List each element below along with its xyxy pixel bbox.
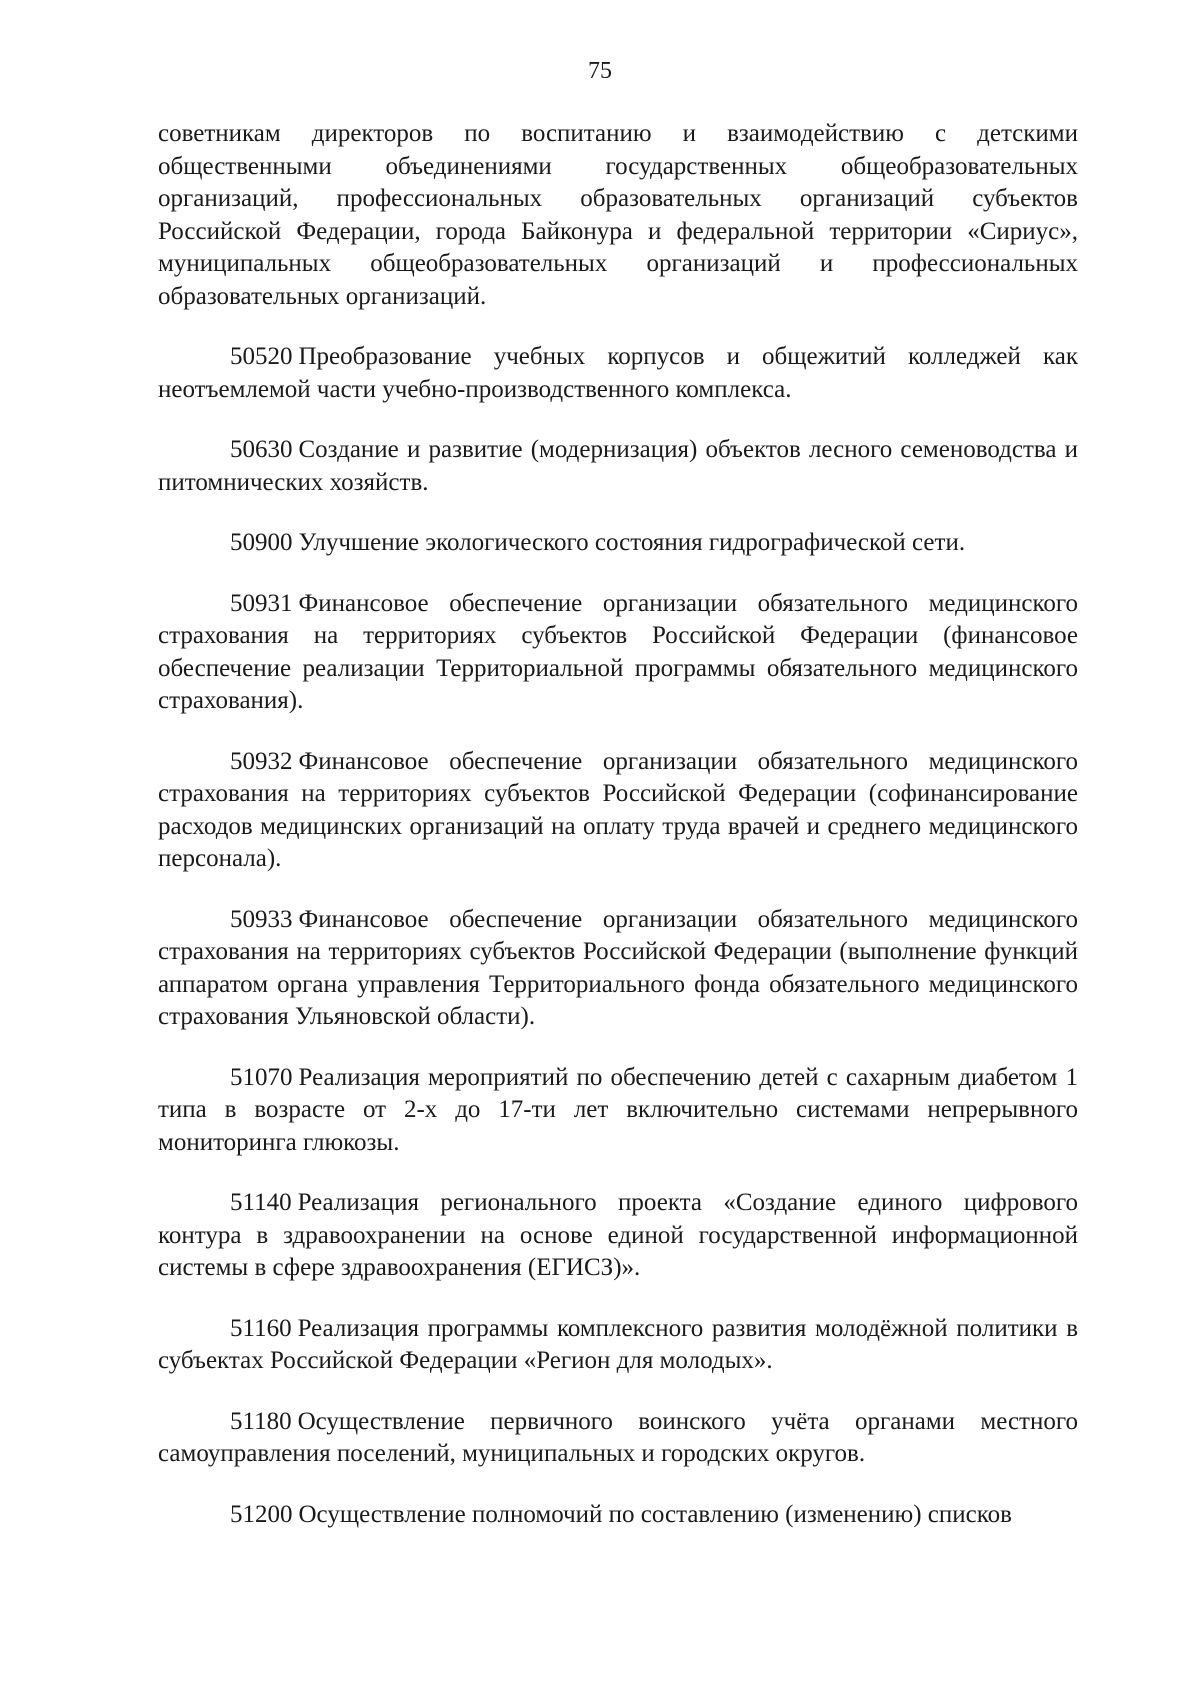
budget-code: 51160 xyxy=(230,1314,292,1342)
paragraph-50932 xyxy=(158,746,1078,876)
paragraph-text: Реализация регионального проекта «Создание единого цифрового контура в здравоохранении на основе единой государственной информационной системы в сфере здравоохранения (ЕГИСЗ)». xyxy=(158,1189,1078,1281)
paragraph-50900 xyxy=(158,527,1078,560)
paragraph-text: Реализация мероприятий по обеспечению детей с сахарным диабетом 1 типа в возрасте от 2-х до 17-ти лет включительно системами непрерывного мониторинга глюкозы. xyxy=(158,1063,1078,1156)
paragraph-51200 xyxy=(158,1499,1078,1532)
paragraph-51070 xyxy=(158,1062,1078,1160)
paragraph-51140 xyxy=(158,1187,1078,1285)
paragraph-50933 xyxy=(158,904,1078,1034)
paragraph-text: Улучшение экологического состояния гидрографической сети. xyxy=(298,529,966,556)
paragraph-50630 xyxy=(158,434,1078,499)
paragraph-text: Финансовое обеспечение организации обязательного медицинского страхования на территориях субъектов Российской Федерации (софинансирование расходов медицинских организаций на оплату труда врачей и среднего медицинского персонала). xyxy=(158,747,1078,872)
page-number: 75 xyxy=(588,58,612,84)
budget-code: 50933 xyxy=(230,905,293,933)
paragraph-text: Финансовое обеспечение организации обязательного медицинского страхования на территориях субъектов Российской Федерации (финансовое обеспечение реализации Территориальной программы обязательного медицинского страхования). xyxy=(158,589,1078,714)
budget-code: 51180 xyxy=(230,1407,292,1435)
paragraph-continuation xyxy=(158,118,1078,313)
budget-code: 51070 xyxy=(230,1063,293,1091)
budget-code: 51200 xyxy=(230,1500,293,1528)
paragraph-text: Осуществление первичного воинского учёта органами местного самоуправления поселений, муниципальных и городских округов. xyxy=(158,1407,1078,1467)
paragraph-text: Преобразование учебных корпусов и общежитий колледжей как неотъемлемой части учебно-производственного комплекса. xyxy=(158,343,1078,403)
paragraph-51180 xyxy=(158,1406,1078,1471)
paragraph-50520 xyxy=(158,341,1078,406)
budget-code: 50900 xyxy=(230,529,293,556)
paragraph-text: Осуществление полномочий по составлению (изменению) списков xyxy=(298,1500,1012,1528)
paragraph-text: Реализация программы комплексного развития молодёжной политики в субъектах Российской Федерации «Регион для молодых». xyxy=(158,1314,1078,1374)
paragraph-text: Финансовое обеспечение организации обязательного медицинского страхования на территориях субъектов Российской Федерации (выполнение функций аппаратом органа управления Территориального фонда обязательного медицинского страхования Ульяновской области). xyxy=(158,905,1078,1030)
paragraph-51160 xyxy=(158,1313,1078,1378)
budget-code: 50932 xyxy=(230,747,293,775)
budget-code: 51140 xyxy=(230,1189,292,1216)
paragraph-text: советникам директоров по воспитанию и взаимодействию с детскими общественными объединениями государственных общеобразовательных организаций, профессиональных образовательных организаций субъектов Российской Федерации, города Байконура и федеральной территории «Сириус», муниципальных общеобразовательных организаций и профессиональных образовательных организаций. xyxy=(158,120,1078,310)
paragraph-text: Создание и развитие (модернизация) объектов лесного семеноводства и питомнических хозяйств. xyxy=(158,436,1078,496)
document-body xyxy=(158,118,1078,1531)
paragraph-50931 xyxy=(158,588,1078,718)
budget-code: 50931 xyxy=(230,589,293,617)
budget-code: 50630 xyxy=(230,436,293,463)
budget-code: 50520 xyxy=(230,343,293,370)
